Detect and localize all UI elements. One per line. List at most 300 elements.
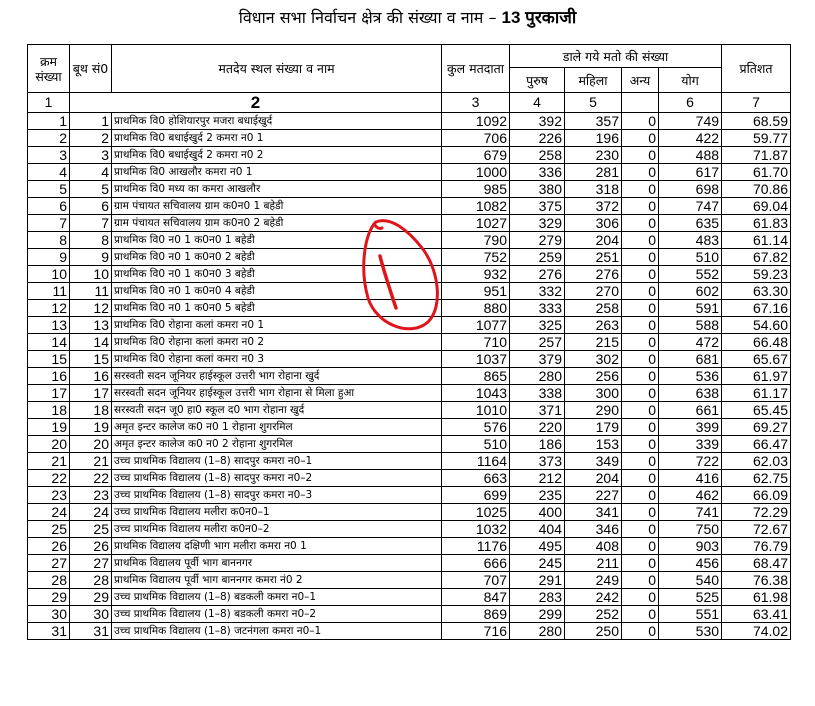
table-body bbox=[28, 113, 791, 640]
booth-cell: 20 bbox=[70, 436, 112, 453]
total-votes-cell: 635 bbox=[659, 215, 722, 232]
male-votes-cell: 258 bbox=[510, 147, 565, 164]
station-name-cell: उच्च प्राथमिक विद्यालय (1–8) बडकली कमरा न0–1 bbox=[112, 589, 442, 606]
booth-cell: 11 bbox=[70, 283, 112, 300]
booth-cell: 9 bbox=[70, 249, 112, 266]
other-votes-cell: 0 bbox=[622, 487, 659, 504]
booth-cell: 8 bbox=[70, 232, 112, 249]
total-votes-cell: 472 bbox=[659, 334, 722, 351]
table-row bbox=[28, 181, 791, 198]
header-male: पुरुष bbox=[510, 68, 565, 93]
other-votes-cell: 0 bbox=[622, 198, 659, 215]
other-votes-cell: 0 bbox=[622, 368, 659, 385]
total-votes-cell: 591 bbox=[659, 300, 722, 317]
male-votes-cell: 259 bbox=[510, 249, 565, 266]
booth-cell: 7 bbox=[70, 215, 112, 232]
female-votes-cell: 215 bbox=[565, 334, 622, 351]
constituency-name: 13 पुरकाजी bbox=[501, 8, 577, 27]
column-number: 4 bbox=[510, 93, 565, 113]
female-votes-cell: 242 bbox=[565, 589, 622, 606]
booth-cell: 25 bbox=[70, 521, 112, 538]
total-voters-cell: 576 bbox=[442, 419, 510, 436]
serial-cell: 23 bbox=[28, 487, 70, 504]
percentage-cell: 61.70 bbox=[722, 164, 791, 181]
other-votes-cell: 0 bbox=[622, 317, 659, 334]
female-votes-cell: 276 bbox=[565, 266, 622, 283]
male-votes-cell: 245 bbox=[510, 555, 565, 572]
other-votes-cell: 0 bbox=[622, 589, 659, 606]
percentage-cell: 66.48 bbox=[722, 334, 791, 351]
booth-cell: 18 bbox=[70, 402, 112, 419]
total-voters-cell: 1025 bbox=[442, 504, 510, 521]
total-votes-cell: 661 bbox=[659, 402, 722, 419]
results-table bbox=[27, 44, 791, 640]
station-name-cell: प्राथमिक वि0 होशियारपुर मजरा बधाईखुर्द bbox=[112, 113, 442, 130]
total-votes-cell: 750 bbox=[659, 521, 722, 538]
other-votes-cell: 0 bbox=[622, 504, 659, 521]
table-row bbox=[28, 572, 791, 589]
other-votes-cell: 0 bbox=[622, 232, 659, 249]
percentage-cell: 61.97 bbox=[722, 368, 791, 385]
header-female: महिला bbox=[565, 68, 622, 93]
female-votes-cell: 249 bbox=[565, 572, 622, 589]
station-name-cell: उच्च प्राथमिक विद्यालय (1–8) बडकली कमरा न0–2 bbox=[112, 606, 442, 623]
table-row bbox=[28, 402, 791, 419]
female-votes-cell: 270 bbox=[565, 283, 622, 300]
total-votes-cell: 536 bbox=[659, 368, 722, 385]
female-votes-cell: 346 bbox=[565, 521, 622, 538]
booth-cell: 16 bbox=[70, 368, 112, 385]
total-votes-cell: 552 bbox=[659, 266, 722, 283]
booth-cell: 17 bbox=[70, 385, 112, 402]
total-votes-cell: 456 bbox=[659, 555, 722, 572]
female-votes-cell: 306 bbox=[565, 215, 622, 232]
female-votes-cell: 256 bbox=[565, 368, 622, 385]
female-votes-cell: 204 bbox=[565, 470, 622, 487]
booth-cell: 27 bbox=[70, 555, 112, 572]
percentage-cell: 71.87 bbox=[722, 147, 791, 164]
total-votes-cell: 525 bbox=[659, 589, 722, 606]
total-votes-cell: 741 bbox=[659, 504, 722, 521]
male-votes-cell: 373 bbox=[510, 453, 565, 470]
booth-cell: 21 bbox=[70, 453, 112, 470]
female-votes-cell: 179 bbox=[565, 419, 622, 436]
total-voters-cell: 1082 bbox=[442, 198, 510, 215]
total-votes-cell: 399 bbox=[659, 419, 722, 436]
total-voters-cell: 985 bbox=[442, 181, 510, 198]
station-name-cell: प्राथमिक वि0 न0 1 क0न0 4 बहेडी bbox=[112, 283, 442, 300]
serial-cell: 19 bbox=[28, 419, 70, 436]
total-voters-cell: 710 bbox=[442, 334, 510, 351]
station-name-cell: प्राथमिक वि0 न0 1 क0न0 5 बहेडी bbox=[112, 300, 442, 317]
percentage-cell: 62.03 bbox=[722, 453, 791, 470]
total-voters-cell: 706 bbox=[442, 130, 510, 147]
booth-cell: 19 bbox=[70, 419, 112, 436]
serial-cell: 3 bbox=[28, 147, 70, 164]
table-row bbox=[28, 215, 791, 232]
percentage-cell: 54.60 bbox=[722, 317, 791, 334]
station-name-cell: उच्च प्राथमिक विद्यालय (1–8) सादपुर कमरा न0–1 bbox=[112, 453, 442, 470]
percentage-cell: 67.82 bbox=[722, 249, 791, 266]
female-votes-cell: 211 bbox=[565, 555, 622, 572]
total-votes-cell: 681 bbox=[659, 351, 722, 368]
table-row bbox=[28, 419, 791, 436]
table-row bbox=[28, 351, 791, 368]
booth-cell: 3 bbox=[70, 147, 112, 164]
other-votes-cell: 0 bbox=[622, 419, 659, 436]
total-voters-cell: 869 bbox=[442, 606, 510, 623]
serial-cell: 25 bbox=[28, 521, 70, 538]
other-votes-cell: 0 bbox=[622, 385, 659, 402]
serial-cell: 9 bbox=[28, 249, 70, 266]
serial-cell: 14 bbox=[28, 334, 70, 351]
serial-cell: 7 bbox=[28, 215, 70, 232]
station-name-cell: प्राथमिक वि0 रोहाना कलां कमरा न0 3 bbox=[112, 351, 442, 368]
header-serial: क्रम संख्या bbox=[28, 45, 70, 93]
serial-cell: 31 bbox=[28, 623, 70, 640]
title-prefix: विधान सभा निर्वाचन क्षेत्र की संख्या व नाम – bbox=[238, 8, 497, 27]
total-votes-cell: 339 bbox=[659, 436, 722, 453]
booth-cell: 14 bbox=[70, 334, 112, 351]
booth-cell: 23 bbox=[70, 487, 112, 504]
male-votes-cell: 495 bbox=[510, 538, 565, 555]
table-row bbox=[28, 385, 791, 402]
percentage-cell: 74.02 bbox=[722, 623, 791, 640]
booth-cell: 29 bbox=[70, 589, 112, 606]
male-votes-cell: 235 bbox=[510, 487, 565, 504]
female-votes-cell: 349 bbox=[565, 453, 622, 470]
column-number bbox=[622, 93, 659, 113]
percentage-cell: 61.17 bbox=[722, 385, 791, 402]
table-row bbox=[28, 113, 791, 130]
total-voters-cell: 707 bbox=[442, 572, 510, 589]
percentage-cell: 69.04 bbox=[722, 198, 791, 215]
total-voters-cell: 932 bbox=[442, 266, 510, 283]
percentage-cell: 67.16 bbox=[722, 300, 791, 317]
female-votes-cell: 300 bbox=[565, 385, 622, 402]
female-votes-cell: 230 bbox=[565, 147, 622, 164]
total-votes-cell: 422 bbox=[659, 130, 722, 147]
percentage-cell: 63.30 bbox=[722, 283, 791, 300]
male-votes-cell: 333 bbox=[510, 300, 565, 317]
serial-cell: 27 bbox=[28, 555, 70, 572]
male-votes-cell: 299 bbox=[510, 606, 565, 623]
serial-cell: 21 bbox=[28, 453, 70, 470]
table-row bbox=[28, 300, 791, 317]
serial-cell: 29 bbox=[28, 589, 70, 606]
serial-cell: 15 bbox=[28, 351, 70, 368]
total-votes-cell: 588 bbox=[659, 317, 722, 334]
column-number: 2 bbox=[70, 93, 442, 113]
booth-cell: 2 bbox=[70, 130, 112, 147]
serial-cell: 11 bbox=[28, 283, 70, 300]
table-row bbox=[28, 623, 791, 640]
other-votes-cell: 0 bbox=[622, 334, 659, 351]
female-votes-cell: 250 bbox=[565, 623, 622, 640]
total-voters-cell: 510 bbox=[442, 436, 510, 453]
serial-cell: 12 bbox=[28, 300, 70, 317]
male-votes-cell: 329 bbox=[510, 215, 565, 232]
percentage-cell: 69.27 bbox=[722, 419, 791, 436]
header-other: अन्य bbox=[622, 68, 659, 93]
other-votes-cell: 0 bbox=[622, 181, 659, 198]
total-voters-cell: 865 bbox=[442, 368, 510, 385]
other-votes-cell: 0 bbox=[622, 266, 659, 283]
percentage-cell: 76.79 bbox=[722, 538, 791, 555]
booth-cell: 15 bbox=[70, 351, 112, 368]
serial-cell: 13 bbox=[28, 317, 70, 334]
other-votes-cell: 0 bbox=[622, 215, 659, 232]
male-votes-cell: 336 bbox=[510, 164, 565, 181]
total-voters-cell: 1032 bbox=[442, 521, 510, 538]
table-row bbox=[28, 504, 791, 521]
booth-cell: 12 bbox=[70, 300, 112, 317]
station-name-cell: प्राथमिक वि0 न0 1 क0न0 3 बहेडी bbox=[112, 266, 442, 283]
column-number: 5 bbox=[565, 93, 622, 113]
serial-cell: 18 bbox=[28, 402, 70, 419]
male-votes-cell: 212 bbox=[510, 470, 565, 487]
header-total-voters: कुल मतदाता bbox=[442, 45, 510, 93]
serial-cell: 30 bbox=[28, 606, 70, 623]
female-votes-cell: 153 bbox=[565, 436, 622, 453]
station-name-cell: सरस्वती सदन जूनियर हाईस्कूल उत्तरी भाग रोहाना खुर्द bbox=[112, 368, 442, 385]
station-name-cell: सरस्वती सदन जूनियर हाईस्कूल उत्तरी भाग रोहाना से मिला हुआ bbox=[112, 385, 442, 402]
table-row bbox=[28, 198, 791, 215]
station-name-cell: प्राथमिक विद्यालय पूर्वी भाग बाननगर bbox=[112, 555, 442, 572]
other-votes-cell: 0 bbox=[622, 351, 659, 368]
female-votes-cell: 251 bbox=[565, 249, 622, 266]
male-votes-cell: 332 bbox=[510, 283, 565, 300]
total-votes-cell: 483 bbox=[659, 232, 722, 249]
total-votes-cell: 749 bbox=[659, 113, 722, 130]
station-name-cell: प्राथमिक वि0 आखलौर कमरा न0 1 bbox=[112, 164, 442, 181]
male-votes-cell: 338 bbox=[510, 385, 565, 402]
station-name-cell: प्राथमिक वि0 बधाईखुर्द 2 कमरा न0 1 bbox=[112, 130, 442, 147]
other-votes-cell: 0 bbox=[622, 623, 659, 640]
total-votes-cell: 722 bbox=[659, 453, 722, 470]
total-voters-cell: 1010 bbox=[442, 402, 510, 419]
total-votes-cell: 602 bbox=[659, 283, 722, 300]
other-votes-cell: 0 bbox=[622, 283, 659, 300]
percentage-cell: 72.29 bbox=[722, 504, 791, 521]
percentage-cell: 76.38 bbox=[722, 572, 791, 589]
column-number: 1 bbox=[28, 93, 70, 113]
serial-cell: 6 bbox=[28, 198, 70, 215]
total-voters-cell: 790 bbox=[442, 232, 510, 249]
booth-cell: 10 bbox=[70, 266, 112, 283]
booth-cell: 13 bbox=[70, 317, 112, 334]
booth-cell: 24 bbox=[70, 504, 112, 521]
station-name-cell: प्राथमिक विद्यालय दक्षिणी भाग मलीरा कमरा न0 1 bbox=[112, 538, 442, 555]
station-name-cell: उच्च प्राथमिक विद्यालय मलीरा क0न0–2 bbox=[112, 521, 442, 538]
total-voters-cell: 1164 bbox=[442, 453, 510, 470]
station-name-cell: उच्च प्राथमिक विद्यालय (1–8) सादपुर कमरा न0–3 bbox=[112, 487, 442, 504]
female-votes-cell: 252 bbox=[565, 606, 622, 623]
station-name-cell: प्राथमिक वि0 रोहाना कलां कमरा न0 1 bbox=[112, 317, 442, 334]
female-votes-cell: 204 bbox=[565, 232, 622, 249]
booth-cell: 26 bbox=[70, 538, 112, 555]
total-voters-cell: 679 bbox=[442, 147, 510, 164]
serial-cell: 28 bbox=[28, 572, 70, 589]
male-votes-cell: 375 bbox=[510, 198, 565, 215]
table-row bbox=[28, 266, 791, 283]
male-votes-cell: 186 bbox=[510, 436, 565, 453]
other-votes-cell: 0 bbox=[622, 555, 659, 572]
total-voters-cell: 847 bbox=[442, 589, 510, 606]
table-row bbox=[28, 589, 791, 606]
other-votes-cell: 0 bbox=[622, 606, 659, 623]
female-votes-cell: 302 bbox=[565, 351, 622, 368]
serial-cell: 26 bbox=[28, 538, 70, 555]
booth-cell: 30 bbox=[70, 606, 112, 623]
booth-cell: 31 bbox=[70, 623, 112, 640]
station-name-cell: ग्राम पंचायत सचिवालय ग्राम क0न0 2 बहेडी bbox=[112, 215, 442, 232]
serial-cell: 10 bbox=[28, 266, 70, 283]
total-voters-cell: 1077 bbox=[442, 317, 510, 334]
station-name-cell: उच्च प्राथमिक विद्यालय (1–8) जटनंगला कमरा न0–1 bbox=[112, 623, 442, 640]
other-votes-cell: 0 bbox=[622, 249, 659, 266]
table-row bbox=[28, 470, 791, 487]
female-votes-cell: 196 bbox=[565, 130, 622, 147]
station-name-cell: प्राथमिक वि0 मध्य का कमरा आखलौर bbox=[112, 181, 442, 198]
male-votes-cell: 392 bbox=[510, 113, 565, 130]
total-votes-cell: 530 bbox=[659, 623, 722, 640]
male-votes-cell: 400 bbox=[510, 504, 565, 521]
total-voters-cell: 1092 bbox=[442, 113, 510, 130]
serial-cell: 22 bbox=[28, 470, 70, 487]
serial-cell: 4 bbox=[28, 164, 70, 181]
serial-cell: 17 bbox=[28, 385, 70, 402]
table-row bbox=[28, 317, 791, 334]
other-votes-cell: 0 bbox=[622, 453, 659, 470]
total-votes-cell: 462 bbox=[659, 487, 722, 504]
header-booth: बूथ सं0 bbox=[70, 45, 112, 93]
female-votes-cell: 258 bbox=[565, 300, 622, 317]
percentage-cell: 62.75 bbox=[722, 470, 791, 487]
male-votes-cell: 283 bbox=[510, 589, 565, 606]
total-voters-cell: 951 bbox=[442, 283, 510, 300]
total-votes-cell: 540 bbox=[659, 572, 722, 589]
table-row bbox=[28, 249, 791, 266]
percentage-cell: 61.14 bbox=[722, 232, 791, 249]
total-voters-cell: 699 bbox=[442, 487, 510, 504]
other-votes-cell: 0 bbox=[622, 130, 659, 147]
total-votes-cell: 416 bbox=[659, 470, 722, 487]
male-votes-cell: 280 bbox=[510, 623, 565, 640]
table-row bbox=[28, 487, 791, 504]
female-votes-cell: 357 bbox=[565, 113, 622, 130]
percentage-cell: 59.77 bbox=[722, 130, 791, 147]
total-voters-cell: 880 bbox=[442, 300, 510, 317]
station-name-cell: प्राथमिक वि0 रोहाना कलां कमरा न0 2 bbox=[112, 334, 442, 351]
serial-cell: 2 bbox=[28, 130, 70, 147]
total-voters-cell: 1000 bbox=[442, 164, 510, 181]
total-votes-cell: 903 bbox=[659, 538, 722, 555]
station-name-cell: उच्च प्राथमिक विद्यालय (1–8) सादपुर कमरा न0–2 bbox=[112, 470, 442, 487]
booth-cell: 1 bbox=[70, 113, 112, 130]
male-votes-cell: 380 bbox=[510, 181, 565, 198]
female-votes-cell: 372 bbox=[565, 198, 622, 215]
serial-cell: 16 bbox=[28, 368, 70, 385]
booth-cell: 28 bbox=[70, 572, 112, 589]
male-votes-cell: 279 bbox=[510, 232, 565, 249]
male-votes-cell: 276 bbox=[510, 266, 565, 283]
total-votes-cell: 488 bbox=[659, 147, 722, 164]
table-row bbox=[28, 453, 791, 470]
station-name-cell: अमृत इन्टर कालेज क0 न0 1 रोहाना शुगरमिल bbox=[112, 419, 442, 436]
serial-cell: 5 bbox=[28, 181, 70, 198]
percentage-cell: 72.67 bbox=[722, 521, 791, 538]
station-name-cell: सरस्वती सदन जू0 हा0 स्कूल द0 भाग रोहाना खुर्द bbox=[112, 402, 442, 419]
table-row bbox=[28, 368, 791, 385]
serial-cell: 20 bbox=[28, 436, 70, 453]
other-votes-cell: 0 bbox=[622, 147, 659, 164]
table-row bbox=[28, 283, 791, 300]
table-row bbox=[28, 555, 791, 572]
percentage-cell: 61.83 bbox=[722, 215, 791, 232]
document-title bbox=[0, 4, 815, 32]
male-votes-cell: 325 bbox=[510, 317, 565, 334]
station-name-cell: प्राथमिक वि0 बधाईखुर्द 2 कमरा न0 2 bbox=[112, 147, 442, 164]
other-votes-cell: 0 bbox=[622, 402, 659, 419]
other-votes-cell: 0 bbox=[622, 113, 659, 130]
other-votes-cell: 0 bbox=[622, 164, 659, 181]
male-votes-cell: 404 bbox=[510, 521, 565, 538]
male-votes-cell: 226 bbox=[510, 130, 565, 147]
percentage-cell: 59.23 bbox=[722, 266, 791, 283]
total-votes-cell: 698 bbox=[659, 181, 722, 198]
female-votes-cell: 318 bbox=[565, 181, 622, 198]
male-votes-cell: 379 bbox=[510, 351, 565, 368]
column-number: 6 bbox=[659, 93, 722, 113]
percentage-cell: 70.86 bbox=[722, 181, 791, 198]
header-votes-cast: डाले गये मतो की संख्या bbox=[510, 45, 722, 68]
percentage-cell: 65.67 bbox=[722, 351, 791, 368]
table-row bbox=[28, 606, 791, 623]
percentage-cell: 68.47 bbox=[722, 555, 791, 572]
station-name-cell: अमृत इन्टर कालेज क0 न0 2 रोहाना शुगरमिल bbox=[112, 436, 442, 453]
male-votes-cell: 291 bbox=[510, 572, 565, 589]
station-name-cell: ग्राम पंचायत सचिवालय ग्राम क0न0 1 बहेडी bbox=[112, 198, 442, 215]
booth-cell: 6 bbox=[70, 198, 112, 215]
total-votes-cell: 747 bbox=[659, 198, 722, 215]
serial-cell: 1 bbox=[28, 113, 70, 130]
female-votes-cell: 408 bbox=[565, 538, 622, 555]
total-voters-cell: 1037 bbox=[442, 351, 510, 368]
male-votes-cell: 280 bbox=[510, 368, 565, 385]
total-votes-cell: 510 bbox=[659, 249, 722, 266]
male-votes-cell: 220 bbox=[510, 419, 565, 436]
booth-cell: 22 bbox=[70, 470, 112, 487]
station-name-cell: उच्च प्राथमिक विद्यालय मलीरा क0न0–1 bbox=[112, 504, 442, 521]
column-number: 3 bbox=[442, 93, 510, 113]
total-voters-cell: 716 bbox=[442, 623, 510, 640]
total-votes-cell: 617 bbox=[659, 164, 722, 181]
station-name-cell: प्राथमिक वि0 न0 1 क0न0 1 बहेडी bbox=[112, 232, 442, 249]
male-votes-cell: 257 bbox=[510, 334, 565, 351]
total-voters-cell: 1043 bbox=[442, 385, 510, 402]
table-row bbox=[28, 521, 791, 538]
other-votes-cell: 0 bbox=[622, 300, 659, 317]
other-votes-cell: 0 bbox=[622, 436, 659, 453]
table-row bbox=[28, 164, 791, 181]
total-voters-cell: 1027 bbox=[442, 215, 510, 232]
booth-cell: 5 bbox=[70, 181, 112, 198]
column-number: 7 bbox=[722, 93, 791, 113]
header-percent: प्रतिशत bbox=[722, 45, 791, 93]
percentage-cell: 63.41 bbox=[722, 606, 791, 623]
header-station: मतदेय स्थल संख्या व नाम bbox=[112, 45, 442, 93]
